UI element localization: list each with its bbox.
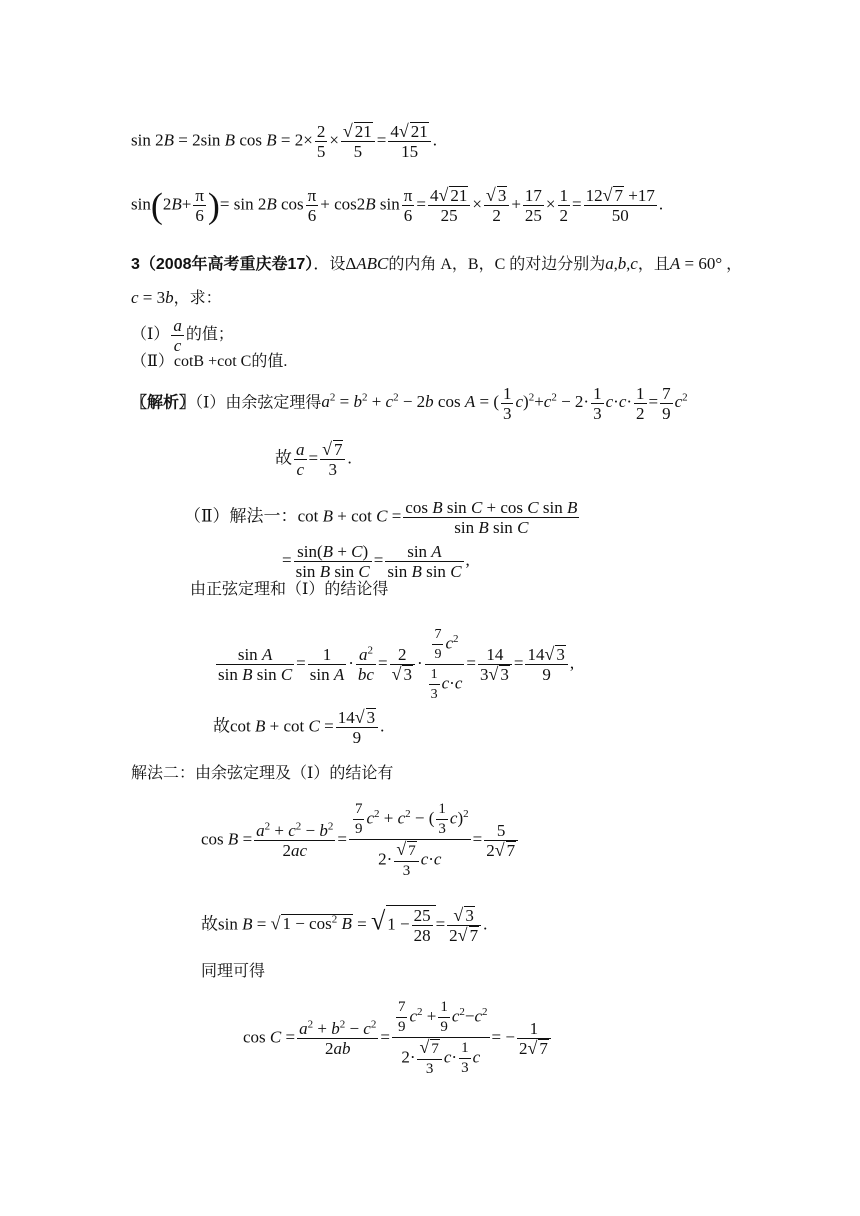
solution-label: 〖解析〗 <box>131 394 196 412</box>
problem-part1: （Ⅰ） $\frac{a}{c}$ 的值； <box>131 316 234 355</box>
similarly-text: 同理可得 <box>201 963 266 980</box>
part1-intro: （Ⅰ）由余弦定理得 <box>195 394 322 412</box>
part2-method1-result: 故cot B + cot C = $\frac{14√ 3}{9}$ . <box>213 707 385 747</box>
method2-cosb: cos B = $\frac{a^2 + c^2 - b^2}{2ac}$ = $\frac{7}{9}$ $c^2 + c^2$ − ( $\frac{1}{3}$ c)$^2$ 2· $\frac{√ 7}{3}$ c·c = $\frac{5}{2√ 7}$ <box>201 800 520 881</box>
part1-label: （Ⅰ） <box>131 326 170 344</box>
problem-source: （2008年高考重庆卷17） <box>139 256 314 273</box>
problem-condition: c = 3b，求： <box>131 288 222 307</box>
statement-text-b: 的内角 A，B，C 的对边分别为 <box>388 256 606 273</box>
gu-text: 故 <box>275 448 292 468</box>
gu-text-3: 故 <box>201 914 218 934</box>
part2-method1-step3: $\frac{\text{sin A}}{\text{sin B sin C}}$ = $\frac{1}{\text{sin A}}$ · $\frac{a^2}{bc}$ = $\frac{2}{√ 3}$ · $\frac{7}{9}$ $c^2$ $\frac{1}{3}$ c·c = $\frac{14}{3√ 3}$ = $\frac{14√ 3}{9}$ , <box>218 627 575 702</box>
statement-text-d: ，求： <box>173 290 222 307</box>
part2-method1-step2: = $\frac{\sin(B + C)}{\text{sin B sin C}}$ = $\frac{\text{sin A}}{\text{sin B sin C}}$ , <box>282 542 470 581</box>
equation-sin-2b-plus-pi6: sin(2B+ $\frac{\pi}{6}$ )= sin 2B cos $\frac{\pi}{6}$ + cos2B sin $\frac{\pi}{6}$ = $\frac{4√ 21}{25}$ × $\frac{√ 3}{2}$ + $\frac{17}{25}$ × $\frac{1}{2}$ = $\frac{12√ 7 +17}{50}$ . <box>131 185 664 226</box>
problem-number: 3 <box>131 256 140 273</box>
solution-part1: 〖解析〗（Ⅰ）由余弦定理得$a^2 = b^2 + c^2 - 2b$ cos A = ( $\frac{1}{3}$ $c)^2+c^2 - 2\cdot$ $\frac{1}{3}$ c·c· $\frac{1}{2}$ = $\frac{7}{9}$ $c^2$ <box>131 384 688 423</box>
method2-sinb: 故sin B = √ $1 - \cos^2 B$ = √ 1 − $\frac{25}{28}$ = $\frac{√ 3}{2√ 7}$ . <box>201 905 488 945</box>
part1-tail: 的值； <box>185 326 234 344</box>
part2-method1-step1: （Ⅱ）解法一：cot B + cot C = $\frac{\text{cos B sin C + cos C sin B}}{\text{sin B sin C}}$ <box>184 498 578 537</box>
method2-intro: 解法二：由余弦定理及（Ⅰ）的结论有 <box>131 765 394 782</box>
law-of-sines-text: 由正弦定理和（Ⅰ）的结论得 <box>190 581 389 598</box>
equation-sin2b: sin 2B = 2sin B cos B = 2× $\frac{2}{5}$ × $\frac{√ 21}{5}$ = $\frac{4√ 21}{15}$ . <box>131 121 438 161</box>
gu-text-2: 故 <box>213 716 230 736</box>
statement-text-c: ，且 <box>637 256 670 273</box>
problem-part2: （Ⅱ）cotB +cot C的值. <box>131 353 288 370</box>
problem-statement: 3（2008年高考重庆卷17）．设ΔABC的内角 A，B，C 的对边分别为a,b,c，且A = 60° ， <box>131 254 743 273</box>
part2-intro: （Ⅱ）解法一： <box>184 506 298 526</box>
result-a-over-c: 故 $\frac{a}{c}$ = $\frac{√ 7}{3}$ . <box>275 439 352 479</box>
method2-cosc: cos C = $\frac{a^2 + b^2 - c^2}{2ab}$ = $\frac{7}{9}$ $c^2$ + $\frac{1}{9}$ $c^2-c^2$ 2· $\frac{√ 7}{3}$ c· $\frac{1}{3}$ c = − $\frac{1}{2√ 7}$ <box>243 998 553 1079</box>
statement-text-a: ．设 <box>313 256 346 273</box>
